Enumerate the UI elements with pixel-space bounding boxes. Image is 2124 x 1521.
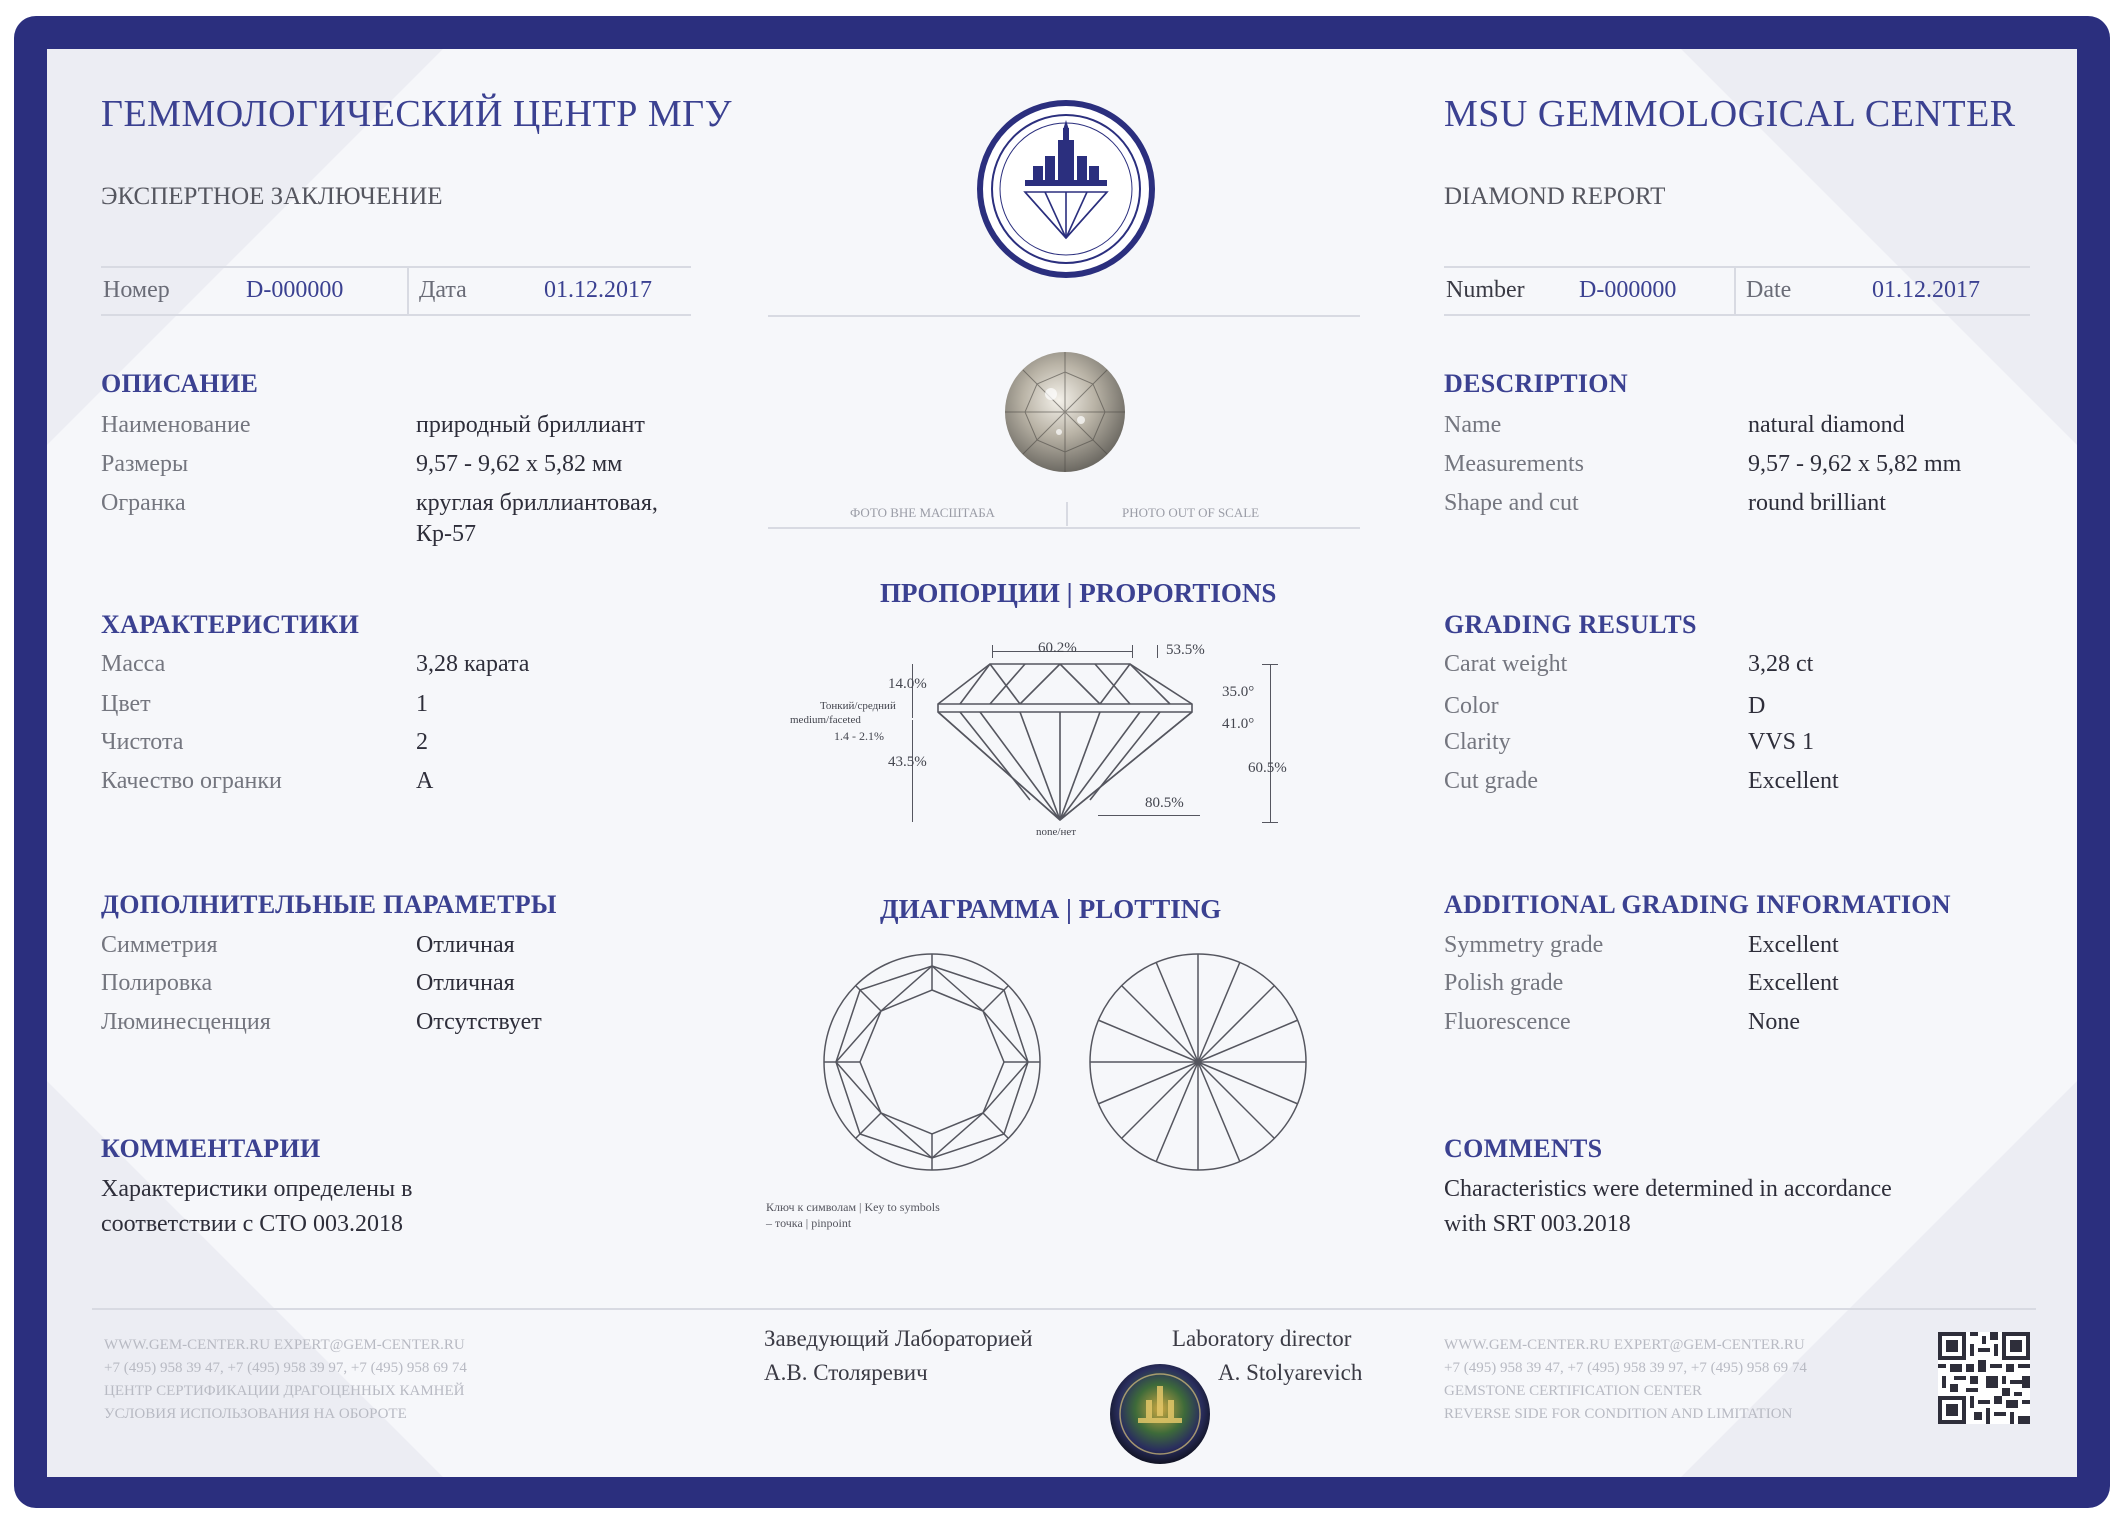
proportion-crown-height: 14.0% — [888, 676, 927, 692]
hologram-seal-icon — [1108, 1362, 1212, 1466]
label-clarity-en: Clarity — [1444, 729, 1511, 755]
label-symmetry-ru: Симметрия — [101, 932, 218, 958]
report-number-row-ru — [101, 266, 691, 316]
comments-ru-line2: соответствии с СТО 003.2018 — [101, 1211, 403, 1237]
label-polish-en: Polish grade — [1444, 970, 1564, 996]
signature-title-ru: Заведующий Лабораторией — [764, 1326, 1033, 1351]
value-cut-ru: круглая бриллиантовая, — [416, 490, 658, 516]
qr-code-icon — [1938, 1332, 2030, 1424]
value-name-en: natural diamond — [1748, 412, 1905, 438]
subtitle-en: DIAMOND REPORT — [1444, 183, 1666, 210]
section-description-ru: ОПИСАНИЕ — [101, 369, 259, 398]
photo-caption-ru: ФОТО ВНЕ МАСШТАБА — [850, 505, 995, 520]
value-symmetry-ru: Отличная — [416, 932, 515, 958]
number-label-en: Number — [1446, 277, 1525, 303]
date-value-en: 01.12.2017 — [1872, 277, 1980, 303]
comments-ru-line1: Характеристики определены в — [101, 1176, 413, 1202]
value-polish-en: Excellent — [1748, 970, 1839, 996]
value-cut-grade-en: Excellent — [1748, 768, 1839, 794]
proportion-culet: none/нет — [1036, 826, 1077, 838]
comments-en-line2: with SRT 003.2018 — [1444, 1211, 1631, 1237]
value-clarity-ru: 2 — [416, 729, 428, 755]
proportion-crown-angle: 35.0° — [1222, 684, 1255, 700]
value-symmetry-en: Excellent — [1748, 932, 1839, 958]
msu-emblem-icon — [975, 98, 1157, 280]
label-measurements-ru: Размеры — [101, 451, 189, 477]
label-cut-grade-ru: Качество огранки — [101, 768, 282, 794]
plotting-heading: ДИАГРАММА | PLOTTING — [880, 894, 1222, 924]
label-measurements-en: Measurements — [1444, 451, 1584, 477]
label-color-en: Color — [1444, 693, 1499, 719]
proportion-crown-top: 53.5% — [1166, 642, 1205, 658]
signature-title-en: Laboratory director — [1172, 1326, 1352, 1351]
label-fluorescence-en: Fluorescence — [1444, 1009, 1571, 1035]
label-shape-en: Shape and cut — [1444, 490, 1579, 516]
number-label-ru: Номер — [103, 277, 170, 303]
label-polish-ru: Полировка — [101, 970, 213, 996]
plotting-crown-view — [820, 950, 1044, 1174]
proportion-lower-half: 80.5% — [1145, 795, 1184, 811]
section-additional-ru: ДОПОЛНИТЕЛЬНЫЕ ПАРАМЕТРЫ — [101, 890, 557, 919]
proportion-pavilion-depth: 43.5% — [888, 754, 927, 770]
value-cut-ru-2: Кр-57 — [416, 521, 476, 547]
value-carat-en: 3,28 ct — [1748, 651, 1814, 677]
footer-contacts-en: WWW.GEM-CENTER.RU EXPERT@GEM-CENTER.RU +7 (495) 958 39 47, +7 (495) 958 39 97, +7 (495) 958 69 74 GEMSTONE CERTIFICATION CENTER REVERSE SIDE FOR CONDITION AND LIMITATION — [1444, 1337, 1807, 1422]
number-value-en: D-000000 — [1579, 277, 1677, 303]
title-ru: ГЕММОЛОГИЧЕСКИЙ ЦЕНТР МГУ — [101, 93, 733, 135]
number-value-ru: D-000000 — [246, 277, 344, 303]
label-clarity-ru: Чистота — [101, 729, 184, 755]
value-color-ru: 1 — [416, 691, 428, 717]
label-cut-ru: Огранка — [101, 490, 186, 516]
key-to-symbols: Ключ к символам | Key to symbols — [766, 1200, 940, 1214]
section-grading-en: GRADING RESULTS — [1444, 610, 1697, 639]
value-polish-ru: Отличная — [416, 970, 515, 996]
title-en: MSU GEMMOLOGICAL CENTER — [1444, 93, 2016, 135]
footer-contacts-ru: WWW.GEM-CENTER.RU EXPERT@GEM-CENTER.RU +7 (495) 958 39 47, +7 (495) 958 39 97, +7 (495) 958 69 74 ЦЕНТР СЕРТИФИКАЦИИ ДРАГОЦЕННЫХ КАМНЕЙ УСЛОВИЯ ИСПОЛЬЗОВАНИЯ НА ОБОРОТЕ — [104, 1337, 467, 1422]
comments-en-line1: Characteristics were determined in accordance — [1444, 1176, 1892, 1202]
proportions-heading: ПРОПОРЦИИ | PROPORTIONS — [880, 578, 1277, 608]
date-label-en: Date — [1746, 277, 1792, 303]
divider — [768, 527, 1360, 529]
plotting-pavilion-view — [1086, 950, 1310, 1174]
key-pinpoint: – точка | pinpoint — [766, 1216, 852, 1230]
label-symmetry-en: Symmetry grade — [1444, 932, 1604, 958]
value-clarity-en: VVS 1 — [1748, 729, 1815, 755]
girdle-note-2: medium/faceted — [790, 714, 861, 726]
signature-name-en: A. Stolyarevich — [1218, 1360, 1363, 1385]
section-additional-en: ADDITIONAL GRADING INFORMATION — [1444, 890, 1951, 919]
diamond-photo — [1003, 350, 1127, 474]
value-shape-en: round brilliant — [1748, 490, 1886, 516]
label-name-en: Name — [1444, 412, 1502, 438]
label-carat-en: Carat weight — [1444, 651, 1568, 677]
value-fluorescence-en: None — [1748, 1009, 1800, 1035]
proportion-total-depth: 60.5% — [1248, 760, 1287, 776]
proportion-pavilion-angle: 41.0° — [1222, 716, 1255, 732]
label-carat-ru: Масса — [101, 651, 166, 677]
footer-divider — [92, 1308, 2036, 1310]
section-characteristics-ru: ХАРАКТЕРИСТИКИ — [101, 610, 360, 639]
girdle-range: 1.4 - 2.1% — [834, 729, 884, 743]
subtitle-ru: ЭКСПЕРТНОЕ ЗАКЛЮЧЕНИЕ — [101, 183, 443, 210]
label-name-ru: Наименование — [101, 412, 251, 438]
label-cut-grade-en: Cut grade — [1444, 768, 1538, 794]
value-measurements-en: 9,57 - 9,62 x 5,82 mm — [1748, 451, 1962, 477]
value-cut-grade-ru: А — [416, 768, 434, 794]
proportion-table: 60.2% — [1038, 640, 1077, 656]
photo-caption-en: PHOTO OUT OF SCALE — [1122, 505, 1260, 520]
date-label-ru: Дата — [419, 277, 467, 303]
value-carat-ru: 3,28 карата — [416, 651, 530, 677]
divider — [768, 315, 1360, 317]
label-fluorescence-ru: Люминесценция — [101, 1009, 271, 1035]
girdle-note-1: Тонкий/средний — [820, 700, 896, 712]
date-value-ru: 01.12.2017 — [544, 277, 652, 303]
section-comments-en: COMMENTS — [1444, 1134, 1603, 1163]
value-measurements-ru: 9,57 - 9,62 х 5,82 мм — [416, 451, 623, 477]
section-comments-ru: КОММЕНТАРИИ — [101, 1134, 321, 1163]
signature-name-ru: А.В. Столяревич — [764, 1360, 928, 1385]
value-fluorescence-ru: Отсутствует — [416, 1009, 542, 1035]
value-name-ru: природный бриллиант — [416, 412, 645, 438]
report-number-row-en — [1444, 266, 2030, 316]
section-description-en: DESCRIPTION — [1444, 369, 1628, 398]
value-color-en: D — [1748, 693, 1766, 719]
label-color-ru: Цвет — [101, 691, 151, 717]
